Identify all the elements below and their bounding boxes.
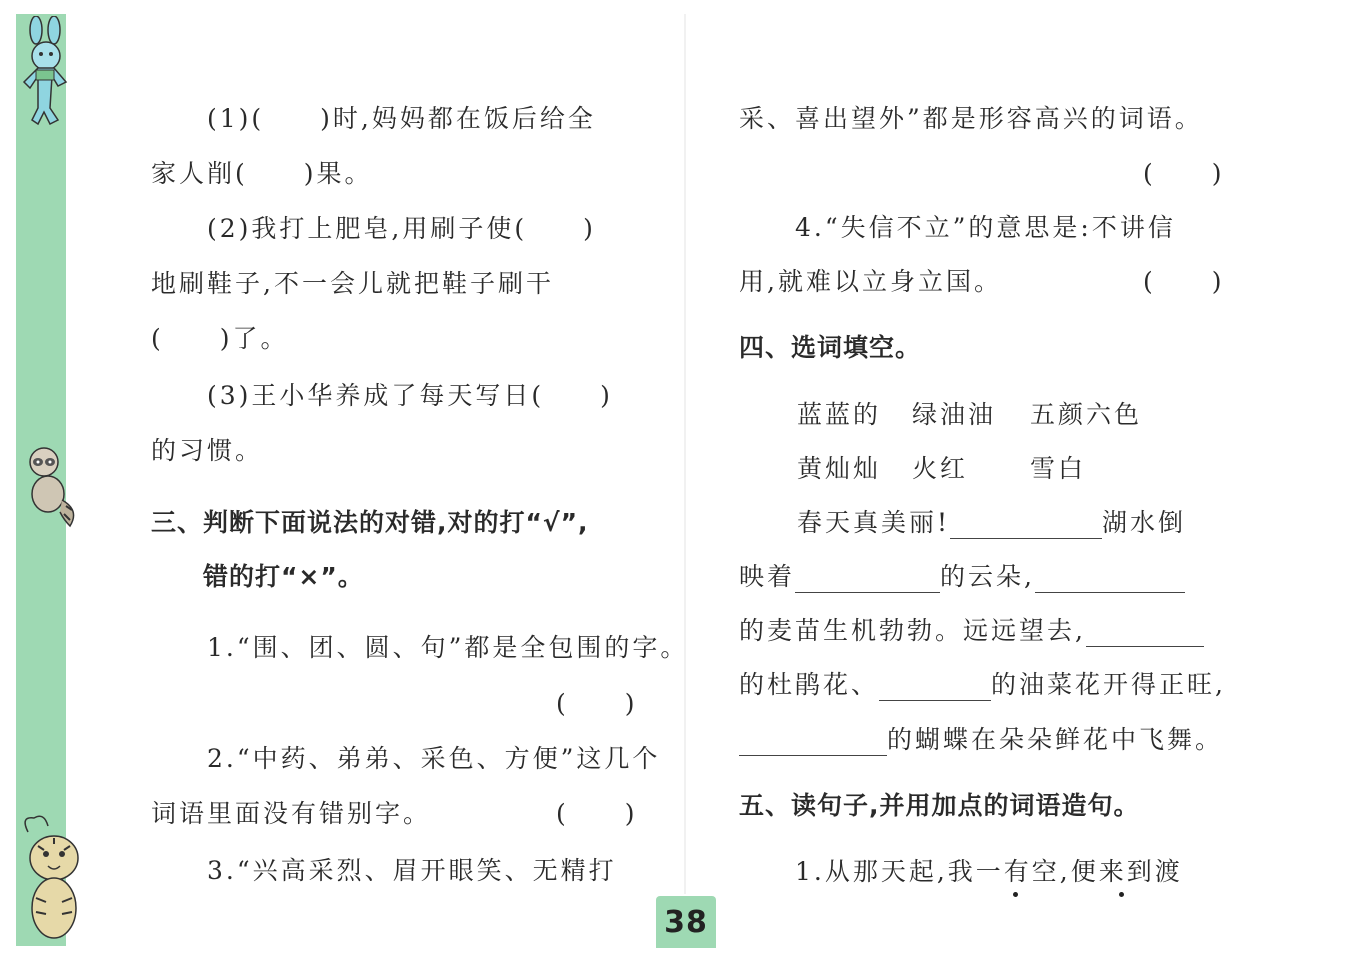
question-3-answer: ( )	[1143, 159, 1225, 188]
left-line-5: ( )了。	[151, 324, 289, 353]
left-line-6: (3)王小华养成了每天写日( )	[207, 381, 613, 410]
question-3-cont: 采、喜出望外”都是形容高兴的词语。	[739, 104, 1203, 133]
word-option: 火红	[912, 454, 969, 483]
paragraph-line-3	[739, 615, 1204, 647]
section5-title: 五、读句子,并用加点的词语造句。	[739, 791, 1140, 820]
question-2-cont: 词语里面没有错别字。	[151, 799, 432, 828]
emphasis-dot	[1013, 892, 1018, 897]
fill-blank[interactable]	[739, 729, 887, 756]
left-line-1: (1)( )时,妈妈都在饭后给全	[207, 104, 596, 133]
question-2: 2.“中药、弟弟、采色、方便”这几个	[207, 744, 661, 773]
question-3: 3.“兴高采烈、眉开眼笑、无精打	[207, 856, 617, 885]
question-4-answer: ( )	[1143, 267, 1225, 296]
question-1-answer: ( )	[556, 689, 638, 718]
word-option: 雪白	[1030, 454, 1087, 483]
paragraph-line-4	[739, 669, 1226, 701]
section3-title-cont: 错的打“×”。	[203, 562, 364, 591]
section3-title: 三、判断下面说法的对错,对的打“√”,	[151, 508, 589, 537]
paragraph-text: 的麦苗生机勃勃。远远望去,	[739, 616, 1086, 645]
question-4-cont: 用,就难以立身立国。	[739, 267, 1002, 296]
question-4: 4.“失信不立”的意思是:不讲信	[795, 213, 1176, 242]
paragraph-text: 映着	[739, 562, 796, 591]
paragraph-text: 春天真美丽!	[797, 508, 951, 537]
fill-blank[interactable]	[1086, 620, 1204, 647]
emphasis-dot	[1119, 892, 1124, 897]
section4-title: 四、选词填空。	[739, 333, 922, 362]
word-option: 五颜六色	[1030, 400, 1143, 429]
raccoon-cartoon-icon	[14, 440, 84, 530]
tiger-cartoon-icon	[14, 812, 84, 948]
page-gutter	[684, 14, 686, 894]
left-line-7: 的习惯。	[151, 436, 264, 465]
paragraph-text: 的蝴蝶在朵朵鲜花中飞舞。	[887, 725, 1224, 754]
rabbit-cartoon-icon	[14, 16, 84, 136]
question-1: 1.“围、团、圆、句”都是全包围的字。	[207, 633, 689, 662]
word-option: 黄灿灿	[797, 454, 882, 483]
paragraph-text: 的杜鹃花、	[739, 670, 880, 699]
paragraph-text: 的云朵,	[940, 562, 1035, 591]
fill-blank[interactable]	[1035, 566, 1185, 593]
fill-blank[interactable]	[879, 674, 991, 701]
fill-blank[interactable]	[795, 566, 940, 593]
sentence-1: 1.从那天起,我一有空,便来到渡	[795, 857, 1183, 886]
paragraph-text: 湖水倒	[1102, 508, 1187, 537]
page-number: 38	[664, 905, 708, 940]
word-option: 蓝蓝的	[797, 400, 882, 429]
left-line-2: 家人削( )果。	[151, 159, 373, 188]
left-line-4: 地刷鞋子,不一会儿就把鞋子刷干	[151, 269, 554, 298]
fill-blank[interactable]	[950, 512, 1102, 539]
word-option: 绿油油	[912, 400, 997, 429]
question-2-answer: ( )	[556, 799, 638, 828]
paragraph-text: 的油菜花开得正旺,	[991, 670, 1226, 699]
paragraph-line-5	[739, 724, 1223, 756]
paragraph-line-1	[797, 507, 1186, 539]
left-line-3: (2)我打上肥皂,用刷子使( )	[207, 214, 596, 243]
paragraph-line-2	[739, 561, 1185, 593]
